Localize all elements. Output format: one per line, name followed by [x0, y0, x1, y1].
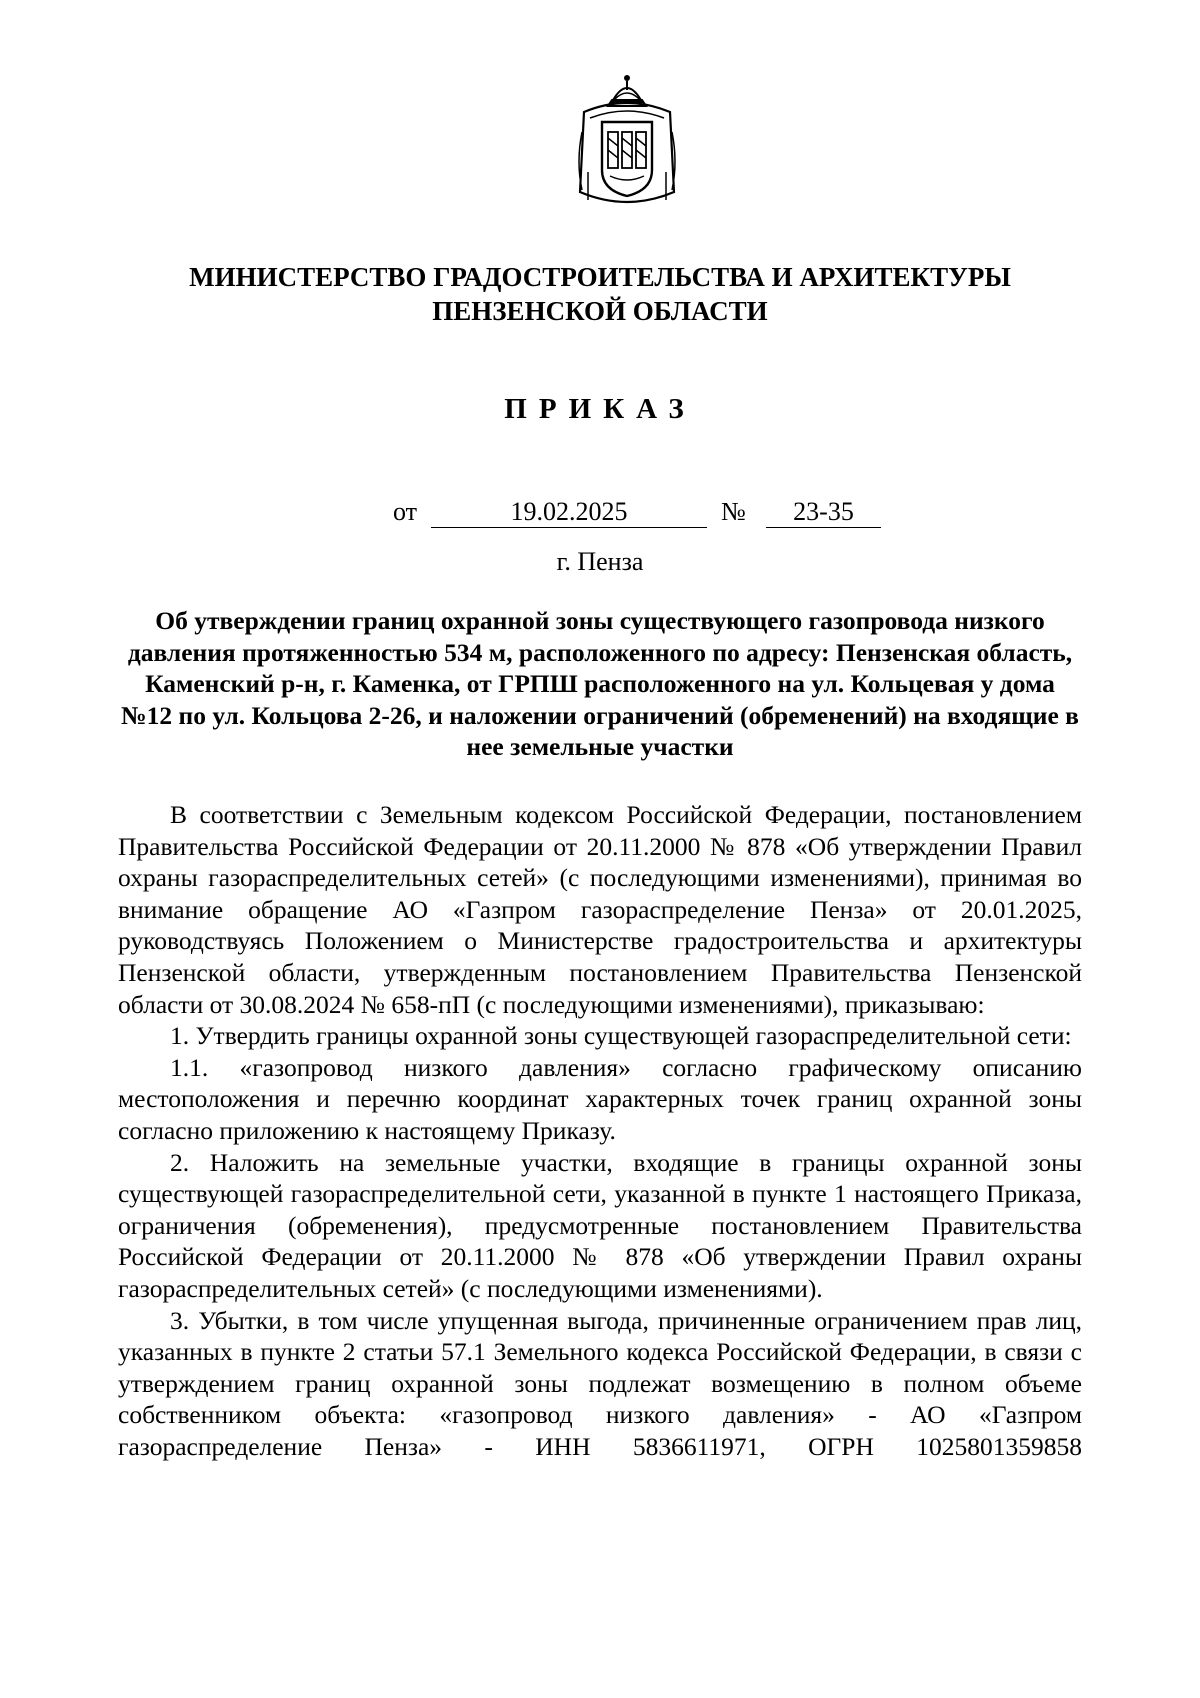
item-1-paragraph: 1. Утвердить границы охранной зоны существующей газораспределительной сети:	[170, 1021, 1072, 1051]
date-prefix: от	[393, 497, 418, 526]
order-title: ПРИКАЗ	[504, 393, 696, 425]
ministry-name	[100, 260, 1100, 328]
order-date: 19.02.2025	[431, 497, 707, 528]
coat-of-arms-emblem	[570, 72, 684, 214]
order-subject: Об утверждении границ охранной зоны существующего газопровода низкого давления протяженностью 534 м, расположенного по адресу: Пензенская область, Каменский р-н, г. Каменка, от ГРПШ расположенного на ул. Кольцевая у дома №12 по ул. Кольцова 2-26, и наложении ограничений (обременений) на входящие в нее земельные участки	[121, 606, 1079, 761]
preamble-paragraph: В соответствии с Земельным кодексом Российской Федерации, постановлением Правительства Российской Федерации от 20.11.2000 № 878 «Об утверждении Правил охраны газораспределительных сетей» (с последующими изменениями), принимая во внимание обращение АО «Газпром газораспределение Пенза» от 20.01.2025, руководствуясь Положением о Министерстве градостроительства и архитектуры Пензенской области, утвержденным постановлением Правительства Пензенской области от 30.08.2024 № 658-пП (с последующими изменениями), приказываю:	[118, 800, 1082, 1019]
item-1-1-paragraph: 1.1. «газопровод низкого давления» согласно графическому описанию местоположения и перечню координат характерных точек границ охранной зоны согласно приложению к настоящему Приказу.	[118, 1052, 1082, 1145]
order-number: 23-35	[766, 497, 881, 528]
ministry-name-line1: МИНИСТЕРСТВО ГРАДОСТРОИТЕЛЬСТВА И АРХИТЕКТУРЫ	[189, 262, 1011, 292]
number-sign: №	[721, 497, 746, 526]
item-2-paragraph: 2. Наложить на земельные участки, входящие в границы охранной зоны существующей газораспределительной сети, указанной в пункте 1 настоящего Приказа, ограничения (обременения), предусмотренные постановлением Правительства Российской Федерации от 20.11.2000 № 878 «Об утверждении Правил охраны газораспределительных сетей» (с последующими изменениями).	[118, 1147, 1082, 1303]
order-body	[118, 799, 1082, 1462]
ministry-name-line2: ПЕНЗЕНСКОЙ ОБЛАСТИ	[432, 296, 768, 326]
issue-city: г. Пенза	[556, 547, 644, 576]
item-3-paragraph: 3. Убытки, в том числе упущенная выгода, причиненные ограничением прав лиц, указанных в пункте 2 статьи 57.1 Земельного кодекса Российской Федерации, в связи с утверждением границ охранной зоны подлежат возмещению в полном объеме собственником объекта: «газопровод низкого давления» - АО «Газпром газораспределение Пенза» - ИНН 5836611971, ОГРН 1025801359858	[118, 1305, 1082, 1461]
